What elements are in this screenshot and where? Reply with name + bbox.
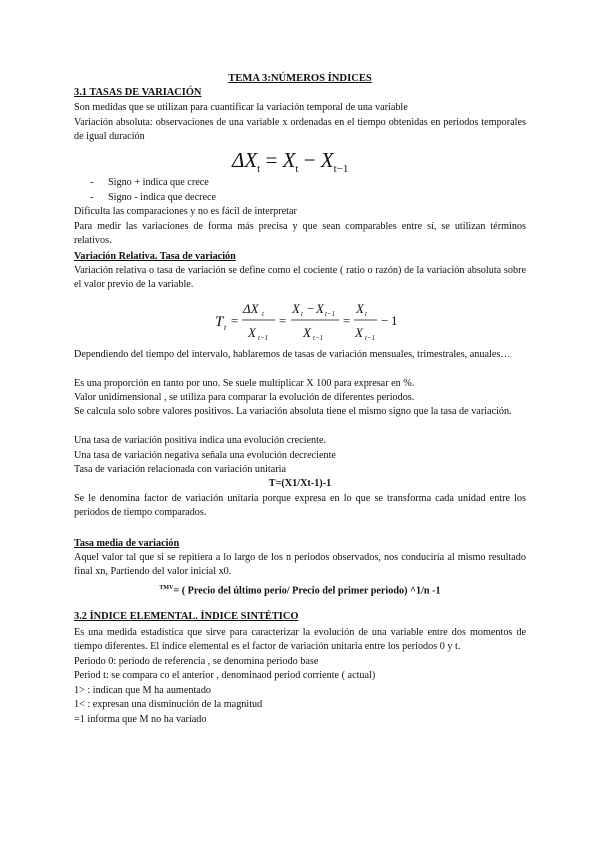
formula-t: T xyxy=(215,314,224,330)
paragraph-mean-definition: Aquel valor tal que si se repitiera a lo largo de los n periodos observados, nos conduciría al mismo resultado final xn, Partiendo del valor inicial x0. xyxy=(74,552,526,577)
formula-sub-t1: t−1 xyxy=(333,163,349,176)
formula-x-t1: X xyxy=(320,148,334,172)
formula-tmv-mark: TMV xyxy=(159,585,174,591)
formula-minus-final: − xyxy=(381,313,389,328)
formula-t-sub: t xyxy=(224,323,227,332)
formula-relative-variation xyxy=(215,298,405,344)
paragraph-period-t: Period t: se compara co el anterior , denominaod period corriente ( actual) xyxy=(74,670,376,681)
formula-delta-x: ΔX xyxy=(232,148,258,172)
paragraph-greater-than: 1> : indican que M ha aumentado xyxy=(74,685,212,696)
paragraph-interval: Dependiendo del tiempo del intervalo, hablaremos de tasas de variación mensuales, trimestrales, anuales… xyxy=(74,349,511,360)
paragraph-period-0: Periodo 0: periodo de referencia , se denomina periodo base xyxy=(74,656,319,667)
paragraph-intro: Son medidas que se utilizan para cuantificar la variación temporal de una variable xyxy=(74,102,408,113)
section-heading-3-2: 3.2 ÍNDICE ELEMENTAL. ÍNDICE SINTÉTICO xyxy=(74,611,299,622)
page-title: TEMA 3:NÚMEROS ÍNDICES xyxy=(228,73,372,84)
formula-frac1-den: X xyxy=(248,325,256,340)
formula-frac1-num: ΔX xyxy=(243,301,259,316)
subheading-mean-rate: Tasa media de variación xyxy=(74,538,180,549)
formula-minus: − xyxy=(303,148,316,172)
formula-frac3-den: X xyxy=(355,325,363,340)
paragraph-negative-rate: Una tasa de variación negativa señala una evolución decreciente xyxy=(74,450,336,461)
formula-sub-t-2: t xyxy=(295,163,299,176)
paragraph-positive-rate: Una tasa de variación positiva indica una evolución creciente. xyxy=(74,435,327,446)
formula-mean-text: = ( Precio del último perio/ Precio del primer periodo) ^1/n -1 xyxy=(173,585,441,597)
formula-eq-3: = xyxy=(343,313,351,328)
formula-frac3-num-sub: t xyxy=(365,310,367,318)
paragraph-unit-variation: Tasa de variación relacionada con variación unitaria xyxy=(74,464,286,475)
formula-frac2-num-sub-t: t xyxy=(301,310,303,318)
formula-sub-t: t xyxy=(257,163,261,176)
formula-frac1-num-sub: t xyxy=(262,310,264,318)
subheading-relative-variation: Variación Relativa. Tasa de variación xyxy=(74,251,236,262)
formula-mean-rate xyxy=(0,581,600,598)
formula-unit-variation: T=(X1/Xt-1)-1 xyxy=(268,478,332,489)
paragraph-unit-factor: Se le denomina factor de variación unitaria porque expresa en lo que se transforma cada unidad entre los periodos de tiempo comparados. xyxy=(74,493,526,518)
formula-equals: = xyxy=(265,148,278,172)
paragraph-relative-terms: Para medir las variaciones de forma más precisa y que sean comparables entre sí, se utilizan términos relativos. xyxy=(74,221,526,246)
formula-frac3-num: X xyxy=(356,301,364,316)
bullet-sign-plus: - Signo + indica que crece xyxy=(90,177,209,188)
formula-frac2-num-x2: X xyxy=(316,301,324,316)
formula-frac2-den: X xyxy=(303,325,311,340)
formula-eq-1: = xyxy=(231,313,239,328)
paragraph-index-definition: Es una medida estadística que sirve para caracterizar la evolución de una variable entre dos momentos de tiempo diferentes. El índice elemental es el factor de variación unitaria entre los periodos 0 y t. xyxy=(74,627,526,652)
formula-frac2-den-sub: t−1 xyxy=(313,334,324,342)
paragraph-proportion: Es una proporción en tanto por uno. Se suele multiplicar X 100 para expresar en %. xyxy=(74,378,415,389)
paragraph-less-than: 1< : expresan una disminución de la magnitud xyxy=(74,699,263,710)
formula-x-t: X xyxy=(282,148,296,172)
formula-frac2-minus: − xyxy=(307,301,315,316)
formula-one: 1 xyxy=(391,313,398,328)
bullet-sign-minus: - Signo - indica que decrece xyxy=(90,192,217,203)
formula-absolute-variation xyxy=(232,148,349,176)
paragraph-difficulty: Dificulta las comparaciones y no es fácil de interpretar xyxy=(74,206,297,217)
formula-frac3-den-sub: t−1 xyxy=(365,334,376,342)
paragraph-unidimensional: Valor unidimensional , se utiliza para comparar la evolución de diferentes periodos. xyxy=(74,392,415,403)
paragraph-absolute-variation: Variación absoluta: observaciones de una variable x ordenadas en el tiempo obtenidas en periodos temporales de igual duración xyxy=(74,117,526,142)
formula-frac2-num-sub-t1: t−1 xyxy=(325,310,336,318)
formula-eq-2: = xyxy=(279,313,287,328)
formula-frac2-num-x: X xyxy=(292,301,300,316)
section-heading-3-1: 3.1 TASAS DE VARIACIÓN xyxy=(74,87,202,98)
formula-frac1-den-sub: t−1 xyxy=(258,334,269,342)
paragraph-relative-definition: Variación relativa o tasa de variación se define como el cociente ( ratio o razón) de la variación absoluta sobre el valor previo de la variable. xyxy=(74,265,526,290)
paragraph-positive-values: Se calcula solo sobre valores positivos. La variación absoluta tiene el mismo signo que la tasa de variación. xyxy=(74,406,512,417)
paragraph-equal: =1 informa que M no ha variado xyxy=(74,714,207,725)
